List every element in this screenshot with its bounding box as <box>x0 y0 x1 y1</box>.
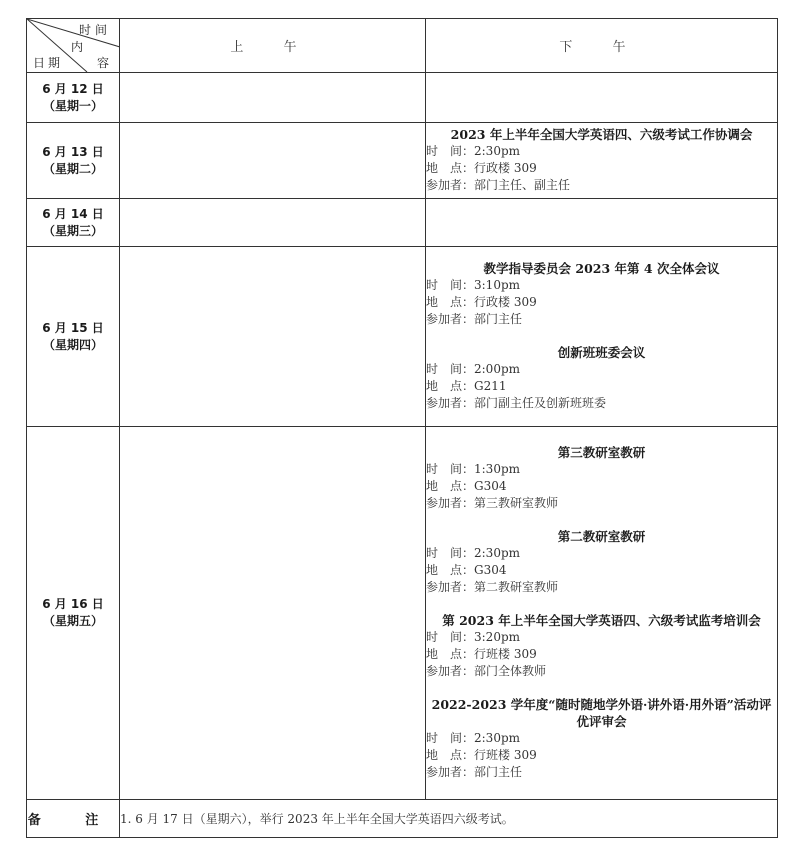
afternoon-cell <box>426 247 778 427</box>
meeting-time: 时 间：1:30pm <box>426 461 521 476</box>
day-row-wed <box>27 199 778 247</box>
morning-cell <box>120 247 426 427</box>
day-row-mon <box>27 73 778 123</box>
date-cell <box>27 123 120 199</box>
meeting-block <box>426 344 777 412</box>
meeting-attendees: 参加者：部门副主任及创新班班委 <box>426 395 607 410</box>
diag-label-content-2: 容 <box>96 56 109 70</box>
meeting-time: 时 间：2:30pm <box>426 545 521 560</box>
day-row-thu <box>27 247 778 427</box>
weekday-label: （星期二） <box>42 161 103 176</box>
header-row <box>27 19 778 73</box>
meeting-attendees: 参加者：第二教研室教师 <box>426 579 559 594</box>
afternoon-cell <box>426 123 778 199</box>
date-cell <box>27 199 120 247</box>
meeting-block <box>426 696 777 781</box>
weekday-label: （星期五） <box>42 614 103 628</box>
meeting-block <box>426 528 777 596</box>
meeting-time: 时 间：3:10pm <box>426 277 521 292</box>
date-label: 6 月 13 日 <box>42 144 104 159</box>
weekday-label: （星期一） <box>42 98 103 113</box>
meeting-place: 地 点：行班楼 309 <box>426 747 537 762</box>
diag-label-date: 日期 <box>33 56 64 70</box>
notes-row <box>27 800 778 838</box>
date-cell <box>27 247 120 427</box>
date-label: 6 月 15 日 <box>42 320 104 335</box>
day-row-fri <box>27 427 778 800</box>
meeting-title: 教学指导委员会 2023 年第 4 次全体会议 <box>483 260 720 276</box>
notes-text: 1. 6 月 17 日（星期六），举行 2023 年上半年全国大学英语四六级考试。 <box>120 800 778 838</box>
meeting-title: 2023 年上半年全国大学英语四、六级考试工作协调会 <box>450 126 753 142</box>
morning-cell <box>120 427 426 800</box>
afternoon-cell <box>426 73 778 123</box>
weekly-schedule-table <box>26 18 778 838</box>
morning-cell <box>120 199 426 247</box>
meeting-block <box>426 444 777 512</box>
diagonal-header-cell <box>27 19 120 73</box>
diag-label-time: 时间 <box>78 23 111 37</box>
diag-label-content-1: 内 <box>71 40 84 54</box>
weekday-label: （星期三） <box>42 223 103 238</box>
weekday-label: （星期四） <box>42 337 103 352</box>
meeting-attendees: 参加者：第三教研室教师 <box>426 495 559 510</box>
notes-label: 备 注 <box>27 800 120 838</box>
date-label: 6 月 12 日 <box>42 81 104 96</box>
afternoon-cell <box>426 199 778 247</box>
meeting-time: 时 间：3:20pm <box>426 629 521 644</box>
meeting-block <box>426 260 777 328</box>
afternoon-cell <box>426 427 778 800</box>
date-cell <box>27 427 120 800</box>
meeting-title: 第二教研室教研 <box>557 528 646 544</box>
date-label: 6 月 14 日 <box>42 206 104 221</box>
meeting-time: 时 间：2:00pm <box>426 361 521 376</box>
meeting-time: 时 间：2:30pm <box>426 730 521 745</box>
meeting-place: 地 点：行政楼 309 <box>426 160 537 175</box>
morning-cell <box>120 73 426 123</box>
date-cell <box>27 73 120 123</box>
header-afternoon: 下 午 <box>426 19 778 73</box>
meeting-place: 地 点：行政楼 309 <box>426 294 537 309</box>
schedule-sheet <box>26 18 777 838</box>
meeting-title: 2022-2023 学年度“随时随地学外语·讲外语·用外语”活动评优评审会 <box>431 696 772 729</box>
day-row-tue <box>27 123 778 199</box>
meeting-block <box>426 126 777 194</box>
meeting-place: 地 点：G304 <box>426 562 507 577</box>
morning-cell <box>120 123 426 199</box>
meeting-title: 第 2023 年上半年全国大学英语四、六级考试监考培训会 <box>442 612 761 628</box>
date-label: 6 月 16 日 <box>42 597 104 611</box>
meeting-title: 创新班班委会议 <box>557 344 646 360</box>
meeting-attendees: 参加者：部门主任 <box>426 764 523 779</box>
meeting-title: 第三教研室教研 <box>557 444 646 460</box>
meeting-attendees: 参加者：部门主任、副主任 <box>426 177 571 192</box>
meeting-place: 地 点：G211 <box>426 378 507 393</box>
meeting-attendees: 参加者：部门全体教师 <box>426 663 547 678</box>
meeting-attendees: 参加者：部门主任 <box>426 311 523 326</box>
meeting-block <box>426 612 777 680</box>
meeting-place: 地 点：行班楼 309 <box>426 646 537 661</box>
header-morning: 上 午 <box>120 19 426 73</box>
meeting-place: 地 点：G304 <box>426 478 507 493</box>
meeting-time: 时 间：2:30pm <box>426 143 521 158</box>
